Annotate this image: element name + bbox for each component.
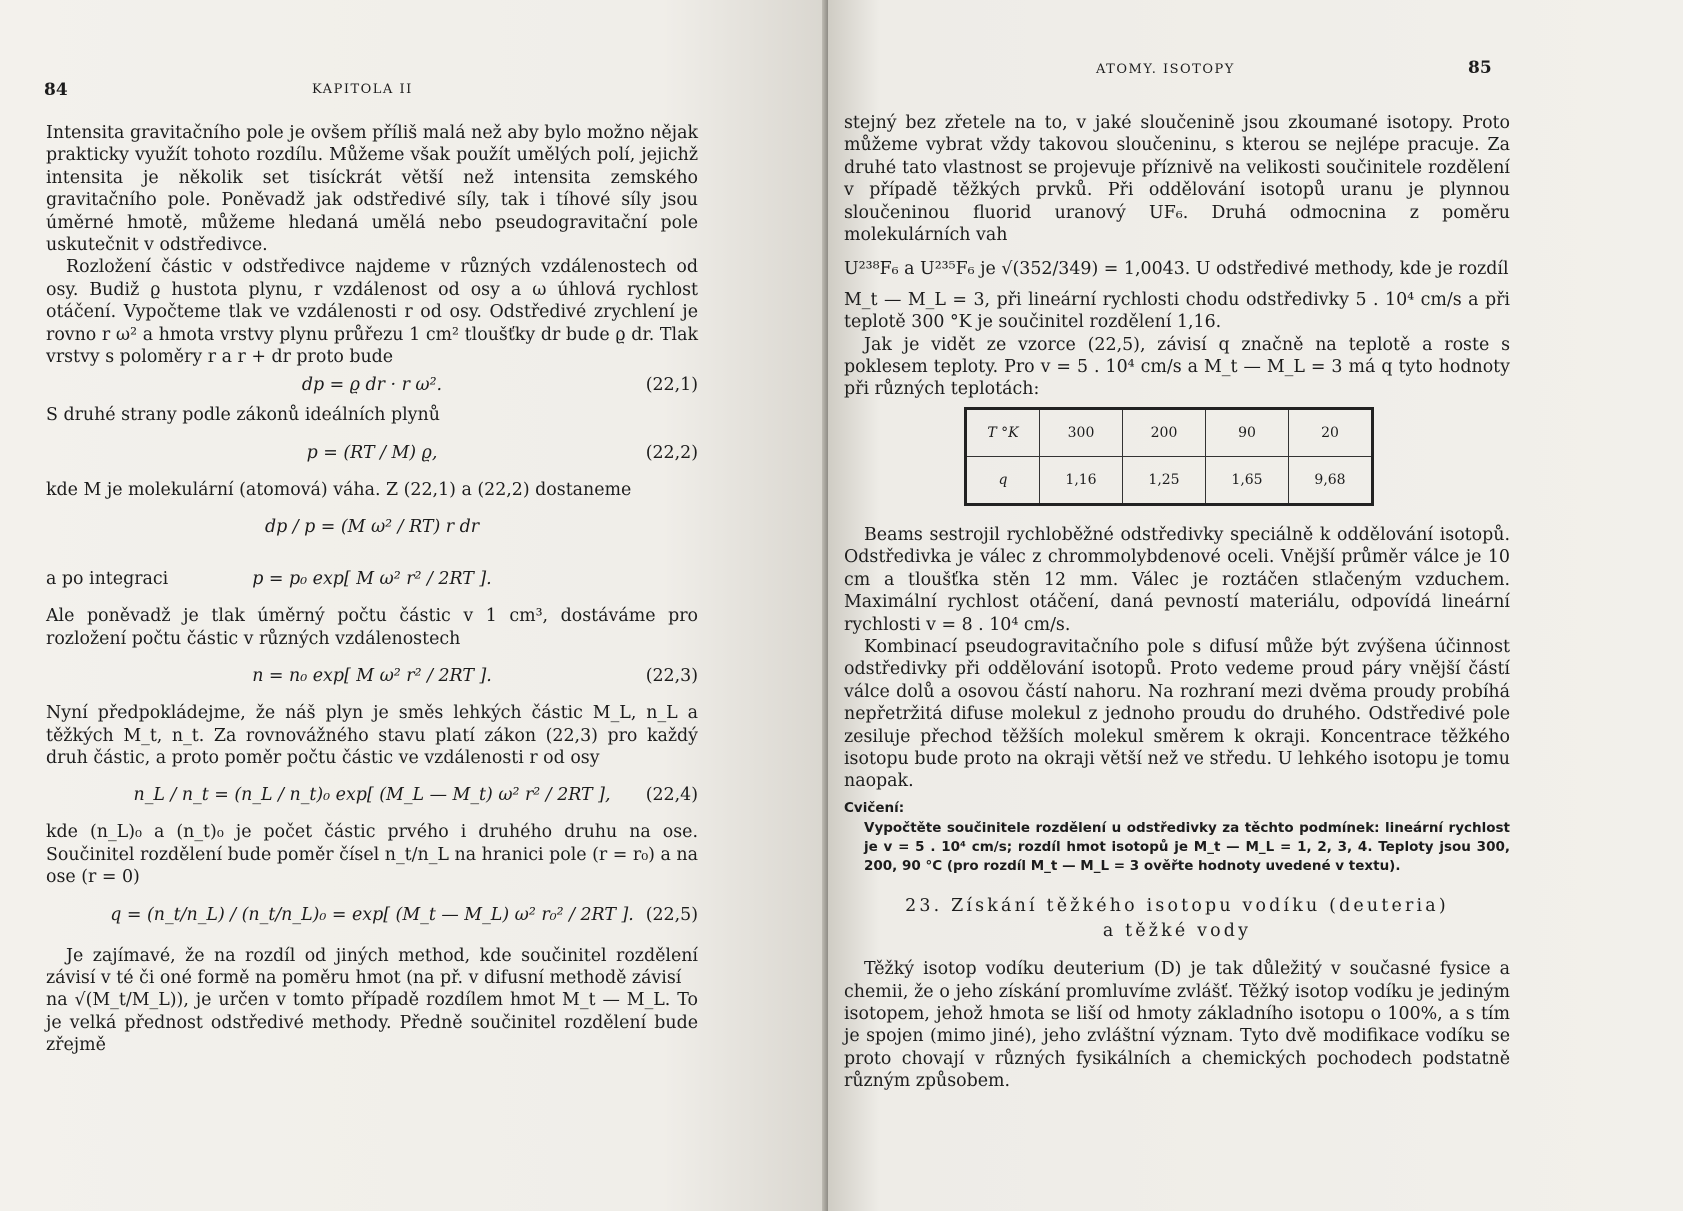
- equation-text: n_L / n_t = (n_L / n_t)₀ exp[ (M_L — M_t) ω² r² / 2RT ],: [133, 785, 611, 806]
- equation-number: (22,4): [645, 785, 698, 806]
- table-cell: 20: [1289, 408, 1373, 456]
- equation: [46, 889, 698, 941]
- right-text-column: [844, 112, 1510, 1093]
- equation-number: (22,1): [645, 375, 698, 396]
- section-heading: [844, 894, 1510, 944]
- table-row: [966, 456, 1373, 504]
- paragraph: kde (n_L)₀ a (n_t)₀ je počet částic prvého i druhého druhu na ose. Součinitel rozdělení bude poměr čísel n_t/n_L na hranici pole (r = r₀) a na ose (r = 0): [46, 822, 698, 888]
- left-page: [0, 0, 828, 1211]
- paragraph: S druhé strany podle zákonů ideálních plynů: [46, 405, 440, 426]
- equation-text: q = (n_t/n_L) / (n_t/n_L)₀ = exp[ (M_t — M_L) ω² r₀² / 2RT ].: [110, 904, 634, 925]
- page-number: 84: [44, 80, 68, 100]
- table-cell: 1,16: [1040, 456, 1123, 504]
- exercise-title: Cvičení:: [844, 799, 905, 816]
- paragraph: Intensita gravitačního pole je ovšem příliš malá než aby bylo možno nějak prakticky využít tohoto rozdílu. Můžeme však použít umělých polí, jejichž intensita je několik set tisíckrát větší než intensita zemského gravitačního pole. Poněvadž jak odstředivé síly, tak i tíhové síly jsou úměrné hmotě, můžeme hledaná umělá nebo pseudogravitační pole uskutečnit v odstředivce.: [46, 123, 698, 256]
- paragraph: na √(M_t/M_L)), je určen v tomto případě rozdílem hmot M_t — M_L. To je velká přednost odstředivé methody. Předně součinitel rozdělení bude zřejmě: [46, 990, 698, 1056]
- equation: [46, 501, 698, 553]
- paragraph: Beams sestrojil rychloběžné odstředivky speciálně k oddělování isotopů. Odstředivka je válec z chrommolybdenové oceli. Vnější průměr válce je 10 cm a tloušťka stěn 12 mm. Válec je roztáčen stlačeným vzduchem. Maximální rychlost otáčení, daná pevností materiálu, odpovídá lineární rychlosti v = 8 . 10⁴ cm/s.: [844, 524, 1510, 635]
- equation-text: p = (RT / M) ϱ,: [306, 442, 438, 463]
- paragraph: M_t — M_L = 3, při lineární rychlosti chodu odstředivky 5 . 10⁴ cm/s a při teplotě 300 °K je součinitel rozdělení 1,16.: [844, 289, 1510, 333]
- table-cell: 300: [1040, 408, 1123, 456]
- table-cell: 1,65: [1206, 456, 1289, 504]
- running-head: ATOMY. ISOTOPY: [1096, 62, 1235, 77]
- section-title-line: 23. Získání těžkého isotopu vodíku (deuteria): [905, 896, 1449, 917]
- exercise-text: Vypočtěte součinitele rozdělení u odstředivky za těchto podmínek: lineární rychlost je v = 5 . 10⁴ cm/s; rozdíl hmot isotopů je M_t — M_L = 1, 2, 3, 4. Teploty jsou 300, 200, 90 °C (pro rozdíl M_t — M_L = 3 ověřte hodnoty uvedené v textu).: [864, 820, 1510, 875]
- equation: [46, 553, 698, 605]
- table-cell: 90: [1206, 408, 1289, 456]
- paragraph: Ale poněvadž je tlak úměrný počtu částic v 1 cm³, dostáváme pro rozložení počtu částic v různých vzdálenostech: [46, 606, 698, 649]
- paragraph: Jak je vidět ze vzorce (22,5), závisí q značně na teplotě a roste s poklesem teploty. Pro v = 5 . 10⁴ cm/s a M_t — M_L = 3 má q tyto hodnoty při různých teplotách:: [844, 334, 1510, 400]
- paragraph: Rozložení částic v odstředivce najdeme v různých vzdálenostech od osy. Budiž ϱ hustota plynu, r vzdálenost od osy a ω úhlová rychlost otáčení. Vypočteme tlak ve vzdálenosti r od osy. Odstředivé zrychlení je rovno r ω² a hmota vrstvy plynu průřezu 1 cm² tloušťky dr bude ϱ dr. Tlak vrstvy s poloměry r a r + dr proto bude: [46, 257, 698, 368]
- equation-number: (22,2): [645, 442, 698, 463]
- running-head: KAPITOLA II: [312, 82, 413, 97]
- right-page: [828, 0, 1683, 1211]
- table-cell: 1,25: [1123, 456, 1206, 504]
- section-title-line: a těžké vody: [1102, 921, 1252, 942]
- equation-lead: a po integraci: [46, 569, 169, 590]
- temperature-table: [964, 407, 1374, 506]
- table-header-cell: T °K: [966, 408, 1040, 456]
- equation-number: (22,5): [645, 904, 698, 925]
- equation-text: dp / p = (M ω² / RT) r dr: [264, 517, 480, 538]
- equation: [46, 374, 698, 404]
- equation-number: (22,3): [645, 666, 698, 687]
- paragraph: Kombinací pseudogravitačního pole s difusí může být zvýšena účinnost odstředivky při oddělování isotopů. Proto vedeme proud páry vnější částí válce dolů a osovou částí nahoru. Na rozhraní mezi dvěma proudy probíhá nepřetržitá difuse molekul z jednoho proudu do druhého. Odstředivé pole zesiluje přechod těžších molekul směrem k okraji. Koncentrace těžkého isotopu bude proto na okraji větší než ve středu. U lehkého isotopu je tomu naopak.: [844, 636, 1510, 792]
- paragraph: Nyní předpokládejme, že náš plyn je směs lehkých částic M_L, n_L a těžkých M_t, n_t. Za rovnovážného stavu platí zákon (22,3) pro každý druh částic, a proto poměr počtu částic ve vzdálenosti r od osy: [46, 703, 698, 768]
- equation: [46, 427, 698, 479]
- table-header-cell: q: [966, 456, 1040, 504]
- equation-text: p = p₀ exp[ M ω² r² / 2RT ].: [252, 569, 492, 590]
- equation-text: n = n₀ exp[ M ω² r² / 2RT ].: [252, 666, 492, 687]
- equation: [46, 650, 698, 702]
- paragraph: Těžký isotop vodíku deuterium (D) je tak důležitý v současné fysice a chemii, že o jeho získání promluvíme zvlášť. Těžký isotop vodíku je jediným isotopem, jehož hmota se liší od hmoty základního isotopu o 100%, a s tím je spojen (mimo jiné), jeho zvláštní význam. Tyto dvě modifikace vodíku se proto chovají v různých fysikálních a chemických pochodech podstatně různým způsobem.: [844, 959, 1510, 1092]
- table-row: [966, 408, 1373, 456]
- left-text-column: [46, 122, 698, 1057]
- paragraph: kde M je molekulární (atomová) váha. Z (22,1) a (22,2) dostaneme: [46, 479, 632, 500]
- paragraph: stejný bez zřetele na to, v jaké sloučenině jsou zkoumané isotopy. Proto můžeme vybrat vždy takovou sloučeninu, s kterou se nejlépe pracuje. Za druhé tato vlastnost se projevuje příznivě na velikosti součinitele rozdělení v případě těžkých prvků. Při oddělování isotopů uranu je plynnou sloučeninou fluorid uranový UF₆. Druhá odmocnina z poměru molekulárních vah: [844, 113, 1510, 246]
- table-cell: 9,68: [1289, 456, 1373, 504]
- paragraph: Je zajímavé, že na rozdíl od jiných method, kde součinitel rozdělení závisí v té či oné formě na poměru hmot (na př. v difusní methodě závisí: [46, 945, 698, 988]
- table-cell: 200: [1123, 408, 1206, 456]
- paragraph: U²³⁸F₆ a U²³⁵F₆ je √(352/349) = 1,0043. U odstředivé methody, kde je rozdíl: [844, 259, 1509, 280]
- equation: [46, 769, 698, 821]
- page-number: 85: [1468, 58, 1492, 78]
- equation-text: dp = ϱ dr · r ω².: [301, 375, 443, 396]
